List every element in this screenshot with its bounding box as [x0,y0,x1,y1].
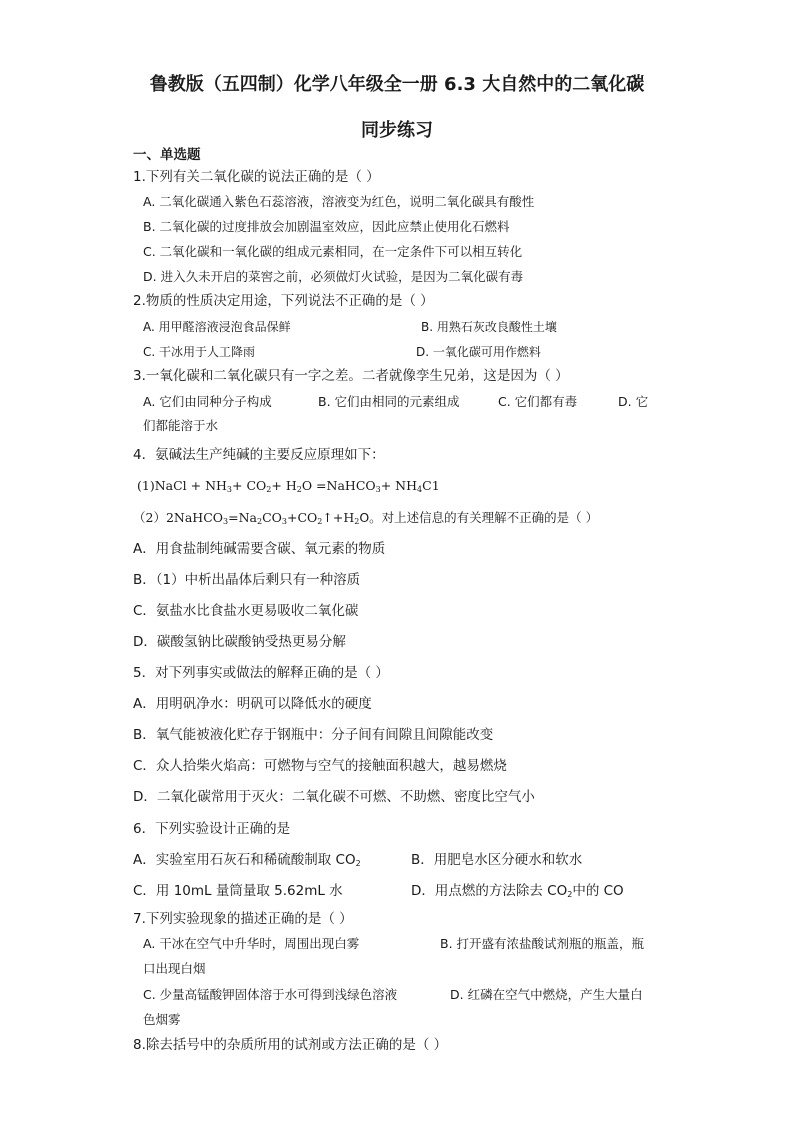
question-4-option-a: A．用食盐制纯碱需要含碳、氧元素的物质 [133,541,386,557]
question-4-option-b: B．（1）中析出晶体后剩只有一种溶质 [133,572,361,588]
question-7-option-c: C. 少量高锰酸钾固体溶于水可得到浅绿色溶液 [143,987,398,1002]
question-1-option-d: D. 进入久未开启的菜窖之前，必须做灯火试验，是因为二氧化碳有毒 [143,269,524,284]
question-7-option-b-continued: 口出现白烟 [143,961,206,976]
question-3-option-c: C. 它们都有毒 [498,394,578,409]
question-7-option-d-continued: 色烟雾 [143,1012,181,1027]
question-5-stem: 5．对下列事实或做法的解释正确的是（ ） [133,665,389,681]
question-3-stem: 3.一氧化碳和二氧化碳只有一字之差。二者就像孪生兄弟，这是因为（ ） [133,368,569,384]
question-6-option-d: D．用点燃的方法除去 $CO_2$中的 CO [411,883,624,899]
question-3-option-d-continued: 们都能溶于水 [143,418,219,433]
question-1-option-a: A. 二氧化碳通入紫色石蕊溶液，溶液变为红色，说明二氧化碳具有酸性 [143,194,535,209]
question-6-stem: 6．下列实验设计正确的是 [133,821,291,837]
question-7-stem: 7.下列实验现象的描述正确的是（ ） [133,911,353,927]
question-2-option-a: A. 用甲醛溶液浸泡食品保鲜 [143,320,291,334]
question-5-option-c: C．众人拾柴火焰高：可燃物与空气的接触面积越大，越易燃烧 [133,758,507,774]
question-5-option-b: B．氧气能被液化贮存于钢瓶中：分子间有间隙且间隙能改变 [133,727,494,743]
document-title: 鲁教版（五四制）化学八年级全一册 6.3 大自然中的二氧化碳 [149,74,645,95]
question-6-option-c: C．用 10mL 量筒量取 5.62mL 水 [133,883,343,899]
question-3-option-a: A. 它们由同种分子构成 [143,394,272,409]
question-1-stem: 1.下列有关二氧化碳的说法正确的是（ ） [133,169,380,185]
question-3-option-b: B. 它们由相同的元素组成 [318,394,460,409]
document-subtitle: 同步练习 [361,120,433,141]
question-2-option-d: D. 一氧化碳可用作燃料 [416,345,541,359]
question-1-option-b: B. 二氧化碳的过度排放会加剧温室效应，因此应禁止使用化石燃料 [143,219,510,234]
question-2-stem: 2.物质的性质决定用途，下列说法不正确的是（ ） [133,293,434,309]
section-heading: 一、单选题 [133,147,201,163]
question-4-option-d: D．碳酸氢钠比碳酸钠受热更易分解 [133,634,346,650]
question-4-option-c: C．氨盐水比食盐水更易吸收二氧化碳 [133,603,359,619]
question-2-option-c: C. 干冰用于人工降雨 [143,345,256,359]
question-4-equation-1: (1)NaCl + $NH_3+ CO_2+ H_2O$ =NaHCO$_3$+ $NH_4C1$ [137,478,440,494]
question-3-option-d: D. 它 [618,394,649,409]
question-7-option-d: D. 红磷在空气中燃烧，产生大量白 [450,987,643,1002]
question-5-option-a: A．用明矾净水：明矾可以降低水的硬度 [133,696,372,712]
question-7-option-b: B. 打开盛有浓盐酸试剂瓶的瓶盖，瓶 [440,936,645,951]
question-2-option-b: B. 用熟石灰改良酸性土壤 [421,320,557,334]
question-8-stem: 8.除去括号中的杂质所用的试剂或方法正确的是（ ） [133,1037,448,1053]
question-6-option-a: A．实验室用石灰石和稀硫酸制取 $CO_2$ [133,852,361,868]
question-4-equation-2: $(2)2NaHCO_3=Na_2CO_3+CO_2↑+H_2O$。对上述信息的有关理解不正确的是（ ） [133,510,599,526]
question-4-stem: 4．氨碱法生产纯碱的主要反应原理如下： [133,447,385,463]
question-1-option-c: C. 二氧化碳和一氧化碳的组成元素相同，在一定条件下可以相互转化 [143,244,523,259]
question-6-option-b: B．用肥皂水区分硬水和软水 [411,852,583,868]
question-7-option-a: A. 干冰在空气中升华时，周围出现白雾 [143,936,360,951]
question-5-option-d: D．二氧化碳常用于灭火：二氧化碳不可燃、不助燃、密度比空气小 [133,789,535,805]
